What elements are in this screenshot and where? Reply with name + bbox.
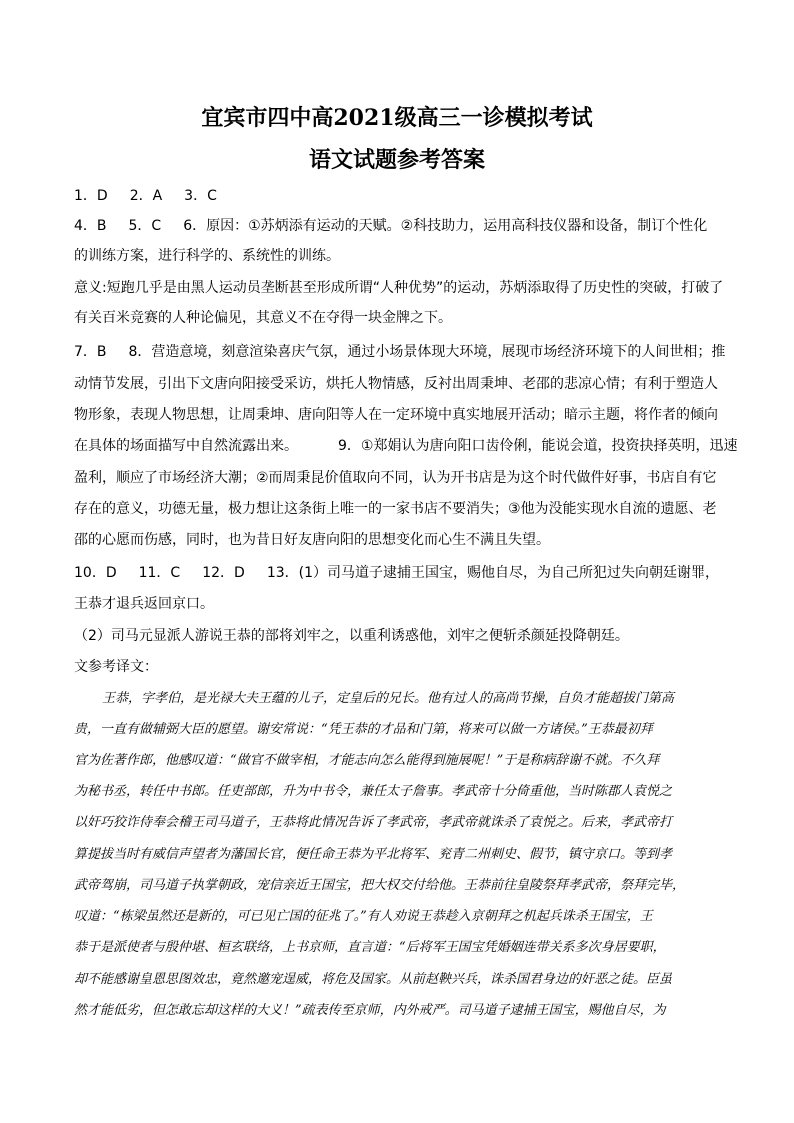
page-subtitle: 语文试题参考答案 xyxy=(308,147,485,173)
answer-q8-line4: 在具体的场面描写中自然流露出来。 xyxy=(74,438,298,454)
translation-line: 王恭，字孝伯，是光禄大夫王蕴的儿子，定皇后的兄长。他有过人的高尚节操，自负才能超拔门第高 xyxy=(102,691,675,706)
translation-label: 文参考译文： xyxy=(74,659,158,675)
answer-q13-line1: 13．(1）司马道子逮捕王国宝，赐他自尽，为自己所犯过失向朝廷谢罪， xyxy=(266,565,719,581)
answer-q3: 3．C xyxy=(184,188,217,204)
answer-q13-line2: 王恭才退兵返回京口。 xyxy=(74,596,214,612)
answer-q9-line1: 9．①郑娟认为唐向阳口齿伶俐，能说会道，投资抉择英明，迅速 xyxy=(338,438,738,454)
answer-q2: 2．A xyxy=(129,188,163,204)
translation-line: 恭于是派使者与殷仲堪、桓玄联络，上书京师，直言道：“后将军王国宝凭婚姻连带关系多次身居要职， xyxy=(74,940,666,955)
answer-q6-line1: 6．原因：①苏炳添有运动的天赋。②科技助力，运用高科技仪器和设备，制订个性化 xyxy=(183,218,708,234)
answer-q6-line3: 意义:短跑几乎是由黑人运动员垄断甚至形成所谓“人种优势”的运动，苏炳添取得了历史性的突破，打破了 xyxy=(74,280,724,296)
answer-q4: 4．B xyxy=(74,218,107,234)
translation-line: 叹道：“栋梁虽然还是新的，可已见亡国的征兆了。”有人劝说王恭趁入京朝拜之机起兵诛杀王国宝，王 xyxy=(74,909,653,924)
answer-q6-line4: 有关百米竞赛的人种论偏见，其意义不在夺得一块金牌之下。 xyxy=(74,310,452,326)
answer-q1: 1．D xyxy=(74,188,108,204)
answer-q11: 11．C xyxy=(138,565,181,581)
answer-line-8-9 xyxy=(74,436,738,456)
answer-q9-line3: 存在的意义，功德无量，极力想让这条街上唯一的一家书店不要消失；③他为没能实现水自流的遗愿、老 xyxy=(74,501,717,517)
answer-q6-line2: 的训练方案，进行科学的、系统性的训练。 xyxy=(74,248,340,264)
answer-q5: 5．C xyxy=(128,218,162,234)
answer-line-1-3 xyxy=(74,186,724,206)
answer-line-7-8 xyxy=(74,342,724,362)
answer-q9-line2: 盈利，顺应了市场经济大潮；②而周秉昆价值取向不同，认为开书店是为这个时代做件好事，书店自有它 xyxy=(74,470,717,486)
answer-q8-line1: 8．营造意境，刻意渲染喜庆气氛，通过小场景体现大环境，展现市场经济环境下的人间世相；推 xyxy=(128,344,726,360)
translation-line: 贵，一直有做辅弼大臣的愿望。谢安常说：“凭王恭的才品和门第，将来可以做一方诸侯。”王恭最初拜 xyxy=(74,722,653,737)
translation-line: 然才能低劣，但怎敢忘却这样的大义！”疏表传至京师，内外戒严。司马道子逮捕王国宝，赐他自尽，为 xyxy=(74,1003,666,1018)
translation-line: 以奸巧狡诈侍奉会稽王司马道子，王恭将此情况告诉了孝武帝，孝武帝就诛杀了袁悦之。后来，孝武帝打 xyxy=(74,815,673,830)
translation-line: 官为佐著作郎，他感叹道：“做官不做宰相，才能志向怎么能得到施展呢！”于是称病辞谢不就。不久拜 xyxy=(74,753,660,768)
translation-line: 算提拔当时有威信声望者为藩国长官，便任命王恭为平北将军、兖青二州刺史、假节，镇守京口。等到孝 xyxy=(74,847,673,862)
answer-q13-line3: （2）司马元显派人游说王恭的部将刘牢之，以重利诱惑他，刘牢之便斩杀颜延投降朝廷。 xyxy=(74,628,629,644)
answer-q9-line4: 邵的心愿而伤感，同时，也为昔日好友唐向阳的思想变化而心生不满且失望。 xyxy=(74,532,550,548)
translation-line: 却不能感谢皇恩思图效忠，竟然邀宠逞威，将危及国家。从前赵鞅兴兵，诛杀国君身边的奸恶之徒。臣虽 xyxy=(74,972,673,987)
answer-q10: 10．D xyxy=(74,565,117,581)
answer-q12: 12．D xyxy=(202,565,245,581)
translation-line: 武帝驾崩，司马道子执掌朝政，宠信亲近王国宝，把大权交付给他。王恭前往皇陵祭拜孝武帝，祭拜完毕， xyxy=(74,878,686,893)
page-title: 宜宾市四中高2021级高三一诊模拟考试 xyxy=(201,105,593,131)
answer-q8-line3: 物形象，表现人物思想，让周秉坤、唐向阳等人在一定环境中真实地展开活动；暗示主题，将作者的倾向 xyxy=(74,407,718,423)
translation-line: 为秘书丞，转任中书郎。任吏部郎，升为中书令，兼任太子詹事。孝武帝十分倚重他，当时陈郡人袁悦之 xyxy=(74,784,673,799)
answer-q7: 7．B xyxy=(74,344,107,360)
answer-q8-line2: 动情节发展，引出下文唐向阳接受采访，烘托人物情感，反衬出周秉坤、老邵的悲凉心情；有利于塑造人 xyxy=(74,376,718,392)
answer-line-4-6 xyxy=(74,216,724,236)
answer-line-10-13 xyxy=(74,563,724,583)
